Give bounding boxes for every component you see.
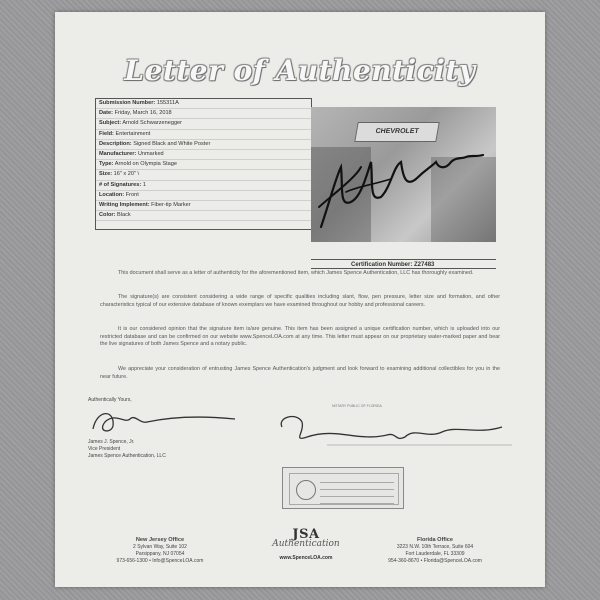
autograph-signature — [311, 107, 496, 242]
detail-row — [96, 140, 311, 150]
detail-label: Color: — [99, 212, 116, 219]
nj-office-contact: 973-656-1300 • Info@SpenceLOA.com — [116, 558, 204, 564]
detail-label: Manufacturer: — [99, 150, 137, 157]
item-details-table — [95, 98, 312, 230]
detail-row — [96, 130, 311, 140]
detail-value: 16" x 20" \ — [113, 171, 140, 178]
signer-title: Vice President — [88, 446, 121, 452]
fl-office-contact: 954-360-8670 • Florida@SpenceLOA.com — [388, 558, 482, 564]
detail-value: Fiber-tip Marker — [151, 201, 191, 208]
detail-value: Arnold on Olympia Stage — [114, 161, 177, 168]
jsa-mark: JSA — [292, 527, 320, 542]
cert-number: Z27483 — [414, 262, 435, 268]
seal-emblem-icon — [296, 480, 316, 500]
detail-row — [96, 99, 311, 109]
spence-signature — [85, 404, 245, 439]
fl-office — [370, 537, 500, 565]
detail-label: Subject: — [99, 120, 122, 127]
signer-company: James Spence Authentication, LLC — [88, 453, 166, 459]
nj-office-line2: Parsippany, NJ 07054 — [135, 551, 185, 557]
detail-row — [96, 181, 311, 191]
signer-block — [88, 439, 166, 460]
signer-name: James J. Spence, Jr. — [88, 439, 135, 445]
document-title: Letter of Authenticity — [124, 54, 476, 87]
detail-label: Submission Number: — [99, 100, 156, 106]
detail-row — [96, 109, 311, 119]
jsa-url: www.SpenceLOA.com — [279, 555, 333, 561]
nj-office-line1: 2 Sylvan Way, Suite 102 — [133, 544, 187, 550]
paragraph-1: This document shall serve as a letter of authenticity for the aforementioned item, which James Spence Authentication, LLC has thoroughly examined. — [118, 270, 474, 276]
detail-row — [96, 119, 311, 129]
detail-row — [96, 201, 311, 211]
detail-value: Black — [117, 212, 131, 219]
detail-label: Type: — [99, 161, 114, 168]
detail-value: 1 — [142, 181, 146, 188]
detail-row — [96, 170, 311, 180]
detail-label: # of Signatures: — [99, 181, 142, 188]
detail-row — [96, 150, 311, 160]
notary-seal — [282, 467, 404, 509]
fl-office-line2: Fort Lauderdale, FL 33309 — [405, 551, 465, 557]
signed-photo — [311, 107, 496, 242]
letter-of-authenticity — [55, 12, 545, 587]
detail-label: Writing Implement: — [99, 201, 150, 208]
notary-signature — [277, 407, 517, 452]
detail-value: 155311A — [156, 100, 179, 106]
detail-row — [96, 191, 311, 201]
nj-office — [95, 537, 225, 565]
jsa-wordmark: Authentication — [272, 539, 340, 549]
jsa-logo — [261, 527, 351, 561]
notary-label: NOTARY PUBLIC OF FLORIDA — [332, 404, 382, 408]
detail-label: Date: — [99, 110, 113, 117]
chevrolet-sign: CHEVROLET — [354, 122, 440, 142]
paragraph-3: It is our considered opinion that the signature item is/are genuine. This item has been assigned a unique certification number, which is uploaded into our restricted database and can be confirmed on our website www.SpenceLOA.com at any time. This letter must appear on our proprietary water-marked paper and bear the live signatures of both James Spence and a notary public. — [100, 326, 500, 347]
detail-row — [96, 160, 311, 170]
detail-label: Field: — [99, 130, 114, 137]
detail-label: Location: — [99, 191, 125, 198]
detail-value: Signed Black and White Poster — [133, 140, 211, 147]
detail-value: Arnold Schwarzenegger — [122, 120, 183, 127]
certification-number — [311, 259, 496, 269]
seal-text — [320, 478, 394, 504]
paragraph-2: The signature(s) are consistent considering a wide range of specific qualities including slant, flow, pen pressure, letter size and formation, and other characteristics typical of our extensive database of known exemplars we have examined throughout our hobby and professional careers. — [100, 294, 500, 308]
detail-label: Description: — [99, 140, 132, 147]
fl-office-head: Florida Office — [416, 537, 454, 543]
detail-row — [96, 211, 311, 221]
nj-office-head: New Jersey Office — [135, 537, 185, 543]
detail-value: Entertainment — [115, 130, 151, 137]
detail-value: Front — [125, 191, 139, 198]
seal-frame — [289, 473, 399, 505]
detail-label: Size: — [99, 171, 113, 178]
detail-value: Friday, March 16, 2018 — [114, 110, 172, 117]
cert-label: Certification Number: — [351, 262, 413, 268]
fl-office-line1: 3223 N.W. 10th Terrace, Suite 604 — [396, 544, 474, 550]
closing: Authentically Yours, — [88, 397, 132, 403]
detail-value: Unmarked — [137, 150, 164, 157]
paragraph-4: We appreciate your consideration of entrusting James Spence Authentication's judgment and look forward to examining additional collectibles for you in the near future. — [100, 366, 500, 380]
